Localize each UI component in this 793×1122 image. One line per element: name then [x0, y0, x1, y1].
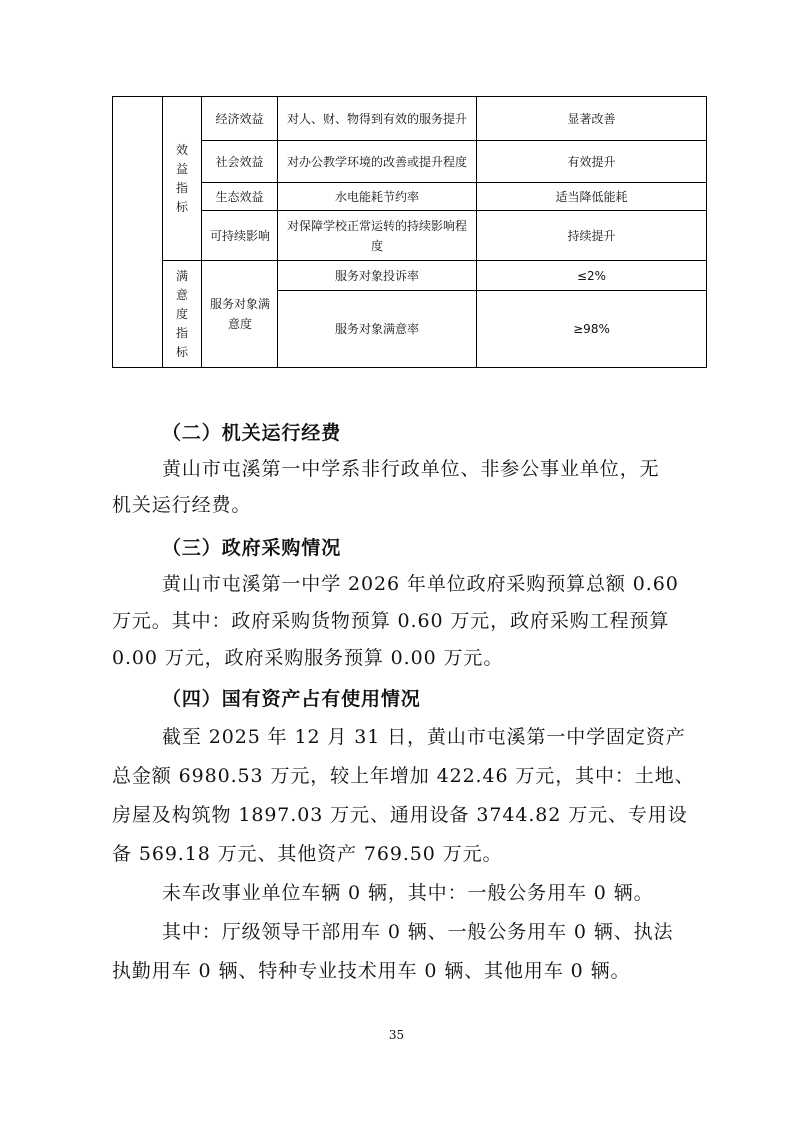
- indicator-value: 适当降低能耗: [555, 189, 628, 204]
- group-label-effect: 效益指标: [175, 142, 188, 214]
- table-border-right: [706, 96, 707, 368]
- paragraph-line: 截至 2025 年 12 月 31 日，黄山市屯溪第一中学固定资产: [162, 726, 686, 748]
- paragraph-line: 0.00 万元，政府采购服务预算 0.00 万元。: [112, 647, 504, 669]
- secondary-indicator: 服务对象满意度: [209, 297, 270, 331]
- paragraph-line: 总金额 6980.53 万元，较上年增加 422.46 万元，其中：土地、: [112, 765, 695, 787]
- indicator-name: 服务对象投诉率: [334, 268, 419, 283]
- group-label-satisfaction: 满意度指标: [175, 268, 188, 359]
- section-heading: （四）国有资产占有使用情况: [162, 688, 421, 710]
- paragraph-line: 黄山市屯溪第一中学系非行政单位、非参公事业单位，无: [162, 458, 660, 480]
- indicator-name: 服务对象满意率: [334, 322, 419, 336]
- indicator-value: ≤2%: [576, 268, 607, 283]
- indicator-value: 显著改善: [567, 111, 616, 126]
- paragraph-line: 备 569.18 万元、其他资产 769.50 万元。: [112, 843, 503, 865]
- indicator-name: 对人、财、物得到有效的服务提升: [286, 111, 467, 126]
- indicator-value: ≥98%: [573, 322, 610, 336]
- paragraph-line: 机关运行经费。: [112, 494, 252, 516]
- page-number: 35: [388, 1028, 405, 1042]
- indicator-name: 对保障学校正常运转的持续影响程度: [286, 218, 467, 253]
- paragraph-line: 万元。其中：政府采购货物预算 0.60 万元，政府采购工程预算: [112, 610, 670, 632]
- section-heading: （二）机关运行经费: [162, 422, 342, 444]
- indicator-value: 有效提升: [567, 154, 616, 169]
- section-heading: （三）政府采购情况: [162, 537, 342, 559]
- paragraph-line: 房屋及构筑物 1897.03 万元、通用设备 3744.82 万元、专用设: [112, 804, 688, 826]
- secondary-indicator: 社会效益: [215, 154, 264, 169]
- secondary-indicator: 可持续影响: [209, 228, 270, 243]
- paragraph-line: 黄山市屯溪第一中学 2026 年单位政府采购预算总额 0.60: [162, 573, 679, 595]
- performance-indicator-table: [112, 96, 707, 368]
- indicator-name: 对办公教学环境的改善或提升程度: [286, 154, 467, 169]
- paragraph-line: 执勤用车 0 辆、特种专业技术用车 0 辆、其他用车 0 辆。: [112, 960, 631, 982]
- paragraph-line: 其中：厅级领导干部用车 0 辆、一般公务用车 0 辆、执法: [162, 921, 674, 943]
- secondary-indicator: 经济效益: [215, 111, 264, 126]
- paragraph-line: 未车改事业单位车辆 0 辆，其中：一般公务用车 0 辆。: [162, 882, 654, 904]
- indicator-value: 持续提升: [567, 228, 616, 243]
- table-border-left: [112, 96, 113, 368]
- group-label-effect-cell: [163, 97, 201, 260]
- indicator-name: 水电能耗节约率: [334, 189, 419, 204]
- group-label-satisfaction-cell: [163, 261, 201, 367]
- secondary-indicator: 生态效益: [215, 189, 264, 204]
